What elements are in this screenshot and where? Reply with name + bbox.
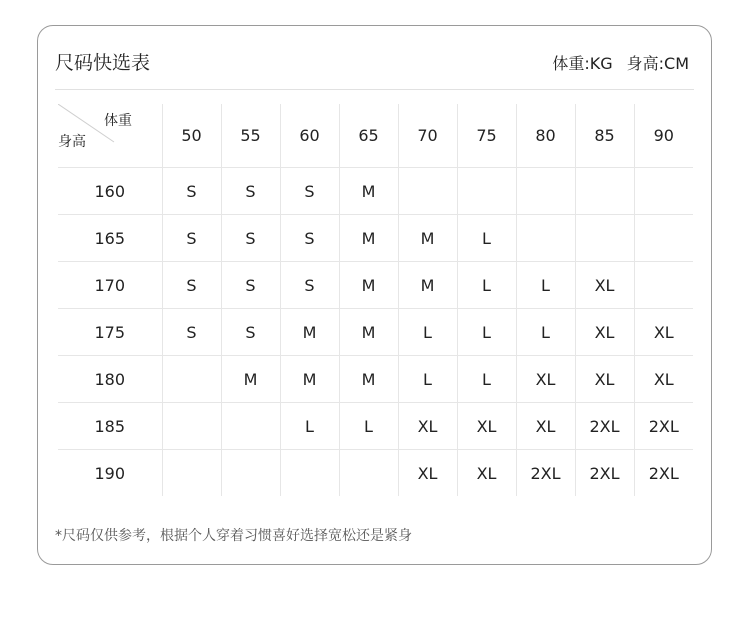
- size-cell: M: [398, 262, 457, 309]
- size-cell: 2XL: [575, 403, 634, 450]
- size-cell: S: [162, 168, 221, 215]
- size-cell: L: [339, 403, 398, 450]
- size-cell: [162, 356, 221, 403]
- size-cell: 2XL: [575, 450, 634, 497]
- size-cell: M: [339, 168, 398, 215]
- size-cell: XL: [398, 403, 457, 450]
- size-cell: [516, 215, 575, 262]
- size-cell: [221, 403, 280, 450]
- size-cell: S: [221, 215, 280, 262]
- table-row: [58, 262, 693, 309]
- size-cell: [634, 262, 693, 309]
- size-cell: XL: [634, 309, 693, 356]
- size-note: *尺码仅供参考，根据个人穿着习惯喜好选择宽松还是紧身: [55, 528, 412, 544]
- size-cell: L: [280, 403, 339, 450]
- size-cell: [221, 450, 280, 497]
- size-cell: [634, 168, 693, 215]
- size-cell: XL: [575, 309, 634, 356]
- size-cell: [162, 450, 221, 497]
- table-row: [58, 356, 693, 403]
- height-row-label: 165: [58, 215, 162, 262]
- size-cell: S: [280, 168, 339, 215]
- size-cell: L: [398, 309, 457, 356]
- size-cell: XL: [516, 356, 575, 403]
- height-row-label: 185: [58, 403, 162, 450]
- size-cell: XL: [457, 450, 516, 497]
- size-cell: S: [162, 215, 221, 262]
- size-cell: XL: [516, 403, 575, 450]
- weight-header-cell: 50: [162, 104, 221, 168]
- size-cell: [339, 450, 398, 497]
- size-cell: M: [280, 356, 339, 403]
- size-cell: [280, 450, 339, 497]
- size-cell: M: [339, 262, 398, 309]
- size-cell: [162, 403, 221, 450]
- table-row: [58, 403, 693, 450]
- size-cell: XL: [457, 403, 516, 450]
- size-cell: S: [221, 168, 280, 215]
- weight-header-cell: 70: [398, 104, 457, 168]
- height-unit: 身高:CM: [626, 54, 689, 73]
- corner-cell: [58, 104, 162, 168]
- size-cell: 2XL: [516, 450, 575, 497]
- size-cell: 2XL: [634, 403, 693, 450]
- size-chart-card: [37, 25, 712, 565]
- size-cell: S: [162, 309, 221, 356]
- size-cell: [398, 168, 457, 215]
- height-row-label: 160: [58, 168, 162, 215]
- corner-height-label: 身高: [58, 134, 86, 150]
- size-cell: L: [457, 356, 516, 403]
- table-row: [58, 450, 693, 497]
- size-cell: M: [339, 356, 398, 403]
- size-cell: S: [221, 309, 280, 356]
- size-cell: XL: [575, 356, 634, 403]
- units-legend: [552, 51, 689, 74]
- weight-header-cell: 60: [280, 104, 339, 168]
- size-cell: S: [280, 215, 339, 262]
- size-cell: M: [221, 356, 280, 403]
- size-cell: M: [339, 309, 398, 356]
- size-cell: [457, 168, 516, 215]
- weight-header-cell: 65: [339, 104, 398, 168]
- size-cell: M: [398, 215, 457, 262]
- height-row-label: 180: [58, 356, 162, 403]
- height-row-label: 175: [58, 309, 162, 356]
- size-cell: S: [280, 262, 339, 309]
- weight-unit: 体重:KG: [552, 54, 613, 73]
- size-cell: L: [516, 309, 575, 356]
- size-cell: XL: [575, 262, 634, 309]
- size-cell: L: [457, 262, 516, 309]
- size-cell: L: [457, 309, 516, 356]
- size-cell: XL: [634, 356, 693, 403]
- size-cell: S: [221, 262, 280, 309]
- weight-header-cell: 80: [516, 104, 575, 168]
- header-row: [58, 104, 693, 168]
- size-cell: L: [398, 356, 457, 403]
- size-cell: M: [339, 215, 398, 262]
- size-cell: M: [280, 309, 339, 356]
- header-divider: [55, 89, 694, 90]
- size-cell: XL: [398, 450, 457, 497]
- weight-header-cell: 85: [575, 104, 634, 168]
- table-row: [58, 215, 693, 262]
- corner-weight-label: 体重: [104, 113, 132, 129]
- size-cell: [575, 215, 634, 262]
- height-row-label: 190: [58, 450, 162, 497]
- size-table: [58, 104, 693, 496]
- size-cell: [575, 168, 634, 215]
- size-cell: [634, 215, 693, 262]
- weight-header-cell: 90: [634, 104, 693, 168]
- height-row-label: 170: [58, 262, 162, 309]
- weight-header-cell: 55: [221, 104, 280, 168]
- size-cell: [516, 168, 575, 215]
- size-cell: 2XL: [648, 463, 679, 483]
- table-row: [58, 309, 693, 356]
- size-cell: L: [516, 262, 575, 309]
- chart-title: 尺码快选表: [55, 52, 151, 74]
- size-cell: S: [162, 262, 221, 309]
- weight-header-cell: 75: [457, 104, 516, 168]
- size-cell: L: [457, 215, 516, 262]
- table-row: [58, 168, 693, 215]
